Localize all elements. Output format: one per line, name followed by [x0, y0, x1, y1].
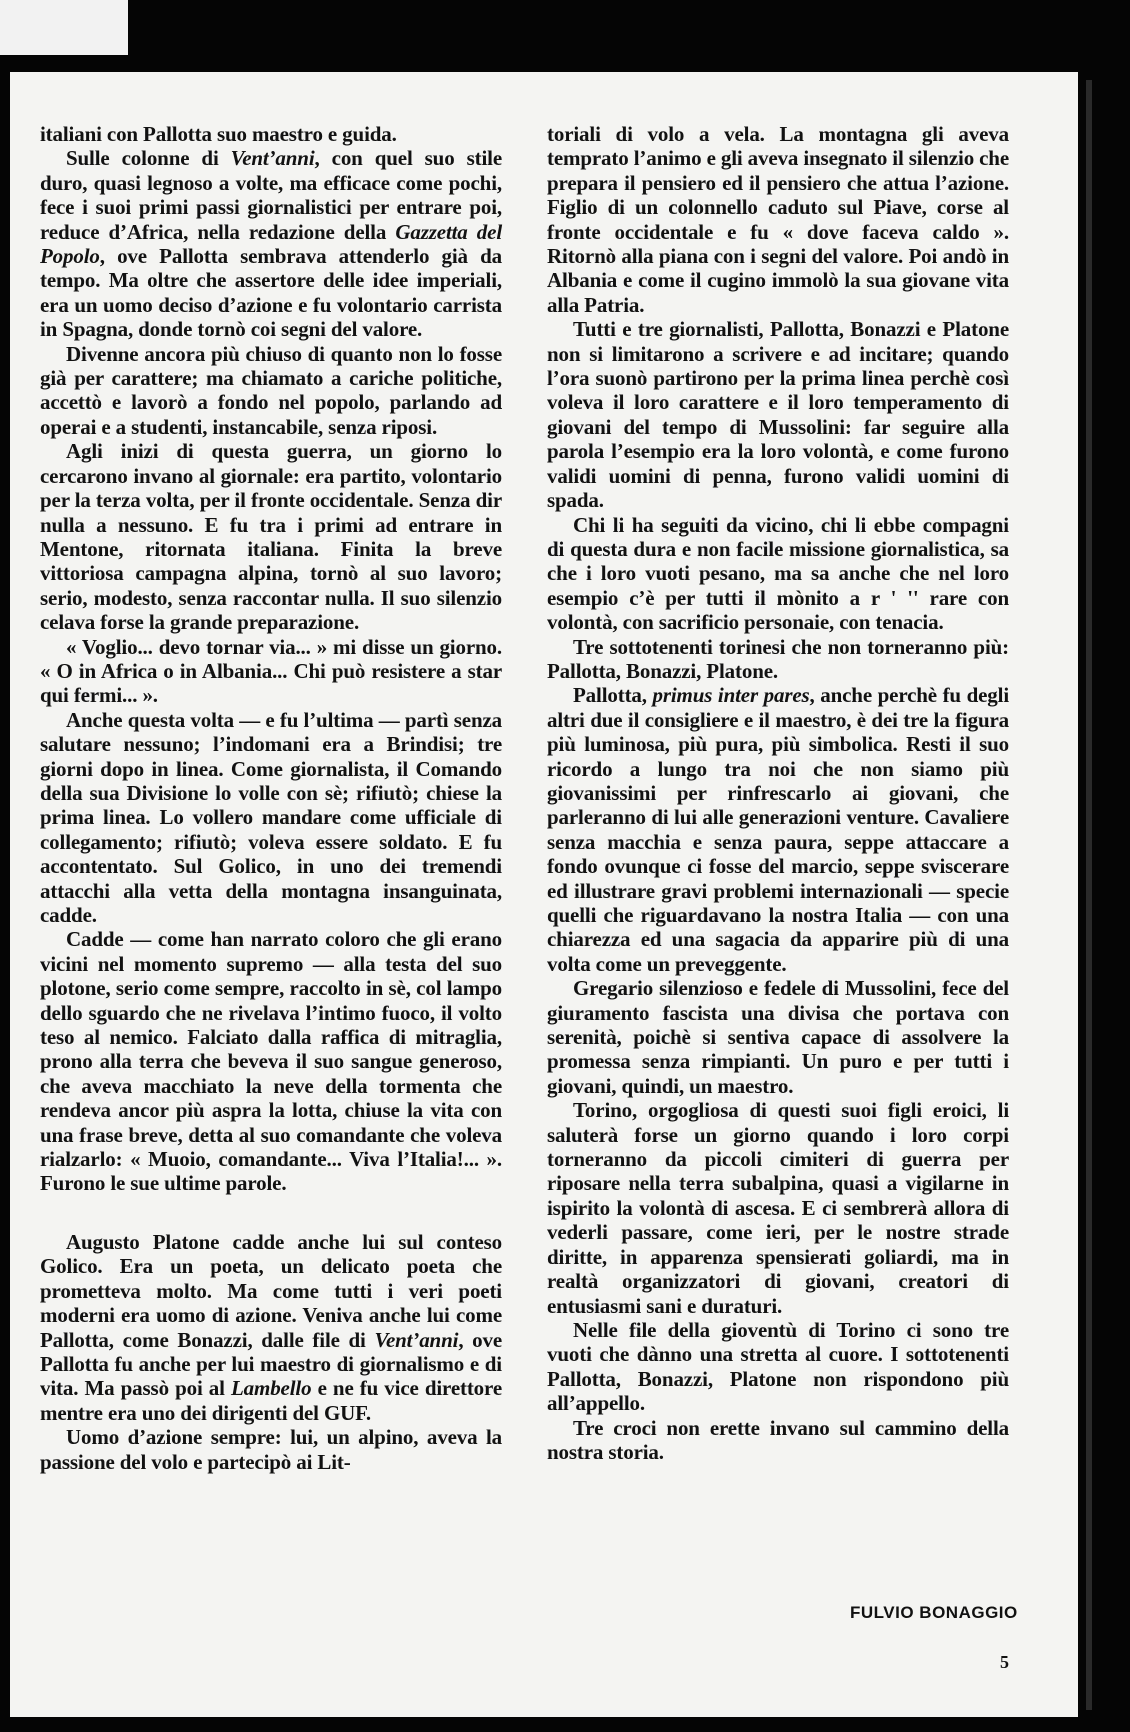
left-paragraph-4: Agli inizi di questa guerra, un giorno lo cercarono invano al giornale: era partito, volontario per la terza volta, per il fronte occidentale. Senza dir nulla a nessuno. E fu tra i primi ad entrare in Mentone, ritornata italiana. Finita la breve vittoriosa campagna alpina, tornò al suo lavoro; serio, modesto, senza raccontar nulla. Il suo silenzio celava forse la grande preparazione.	[40, 439, 502, 635]
right-paragraph-5: Pallotta, primus inter pares, anche perchè fu degli altri due il consigliere e il maestro, è dei tre la figura più luminosa, più pura, più simbolica. Resti il suo ricordo a lungo tra noi che non siamo più giovanissimi per rinfrescarlo ai giovani, che parleranno di lui alle generazioni venture. Cavaliere senza macchia e senza paura, seppe attaccare a fondo ovunque ci fosse del marcio, seppe sviscerare ed illustrare gravi problemi internazionali — specie quelli che riguardavano la nostra Italia — con una chiarezza ed una sagacia da apparire più di una volta come un preveggente.	[547, 683, 1009, 976]
right-text-column	[547, 122, 1009, 1464]
left-paragraph-9: Uomo d’azione sempre: lui, un alpino, aveva la passione del volo e partecipò ai Lit-	[40, 1425, 502, 1474]
left-paragraph-8: Augusto Platone cadde anche lui sul conteso Golico. Era un poeta, un delicato poeta che prometteva molto. Ma come tutti i veri poeti moderni era uomo di azione. Veniva anche lui come Pallotta, come Bonazzi, dalle file di Vent’anni, ove Pallotta fu anche per lui maestro di giornalismo e di vita. Ma passò poi al Lambello e ne fu vice direttore mentre era uno dei dirigenti del GUF.	[40, 1229, 502, 1425]
magazine-page	[10, 72, 1078, 1717]
left-text-column	[40, 122, 502, 1474]
latin-phrase: primus inter pares	[652, 683, 810, 708]
right-paragraph-6: Gregario silenzioso e fedele di Mussolini, fece del giuramento fascista una divisa che portava con serenità, poichè si sentiva capace di assolvere la promessa senza rimpianti. Un puro e per tutti i giovani, quindi, un maestro.	[547, 976, 1009, 1098]
page-number: 5	[1000, 1652, 1009, 1672]
author-signature: FULVIO BONAGGIO	[850, 1603, 1018, 1622]
page-edge-shadow	[1086, 80, 1092, 1710]
left-paragraph-1: italiani con Pallotta suo maestro e guida.	[40, 122, 397, 146]
publication-title: Lambello	[230, 1376, 312, 1401]
publication-title: Gazzetta del Popolo	[40, 219, 503, 269]
scan-margin-corner	[0, 0, 128, 55]
right-paragraph-2: Tutti e tre giornalisti, Pallotta, Bonazzi e Platone non si limitarono a scrivere e ad incitare; quando l’ora suonò partirono per la prima linea perchè così voleva il loro carattere e il loro temperamento di giovani del tempo di Mussolini: far seguire alla parola l’esempio era la loro volontà, e come furono validi uomini di penna, furono validi uomini di spada.	[547, 317, 1009, 513]
publication-title: Vent’anni	[374, 1327, 459, 1352]
right-paragraph-1: toriali di volo a vela. La montagna gli aveva temprato l’animo e gli aveva insegnato il silenzio che prepara il pensiero ed il pensiero che attua l’azione. Figlio di un colonnello caduto sul Piave, corse al fronte occidentale e fu « dove faceva caldo ». Ritornò alla piana con i segni del valore. Poi andò in Albania e come il cugino immolò la sua giovane vita alla Patria.	[547, 122, 1010, 317]
right-paragraph-9: Tre croci non erette invano sul cammino della nostra storia.	[547, 1415, 1009, 1464]
right-paragraph-8: Nelle file della gioventù di Torino ci sono tre vuoti che dànno una stretta al cuore. I sottotenenti Pallotta, Bonazzi, Platone non rispondono più all’appello.	[547, 1317, 1009, 1416]
left-paragraph-2: Sulle colonne di Vent’anni, con quel suo stile duro, quasi legnoso a volte, ma efficace come pochi, fece i suoi primi passi giornalistici per entrare poi, reduce d’Africa, nella redazione della Gazzetta del Popolo, ove Pallotta sembrava attenderlo già da tempo. Ma oltre che assertore delle idee imperiali, era un uomo deciso d’azione e fu volontario carrista in Spagna, donde tornò coi segni del valore.	[40, 146, 503, 342]
left-paragraph-3: Divenne ancora più chiuso di quanto non lo fosse già per carattere; ma chiamato a cariche politiche, accettò e lavorò a fondo nel popolo, parlando ad operai e a studenti, instancabile, senza riposi.	[40, 341, 502, 439]
left-paragraph-7: Cadde — come han narrato coloro che gli erano vicini nel momento supremo — alla testa del suo plotone, serio come sempre, raccolto in sè, col lampo dello sguardo che ne rivelava l’intimo fuoco, il volto teso al nemico. Falciato dalla raffica di mitraglia, prono alla terra che beveva il suo sangue generoso, che aveva macchiato la neve della tormenta che rendeva ancor più aspra la lotta, chiuse la vita con una frase breve, detta al suo comandante che voleva rialzarlo: « Muoio, comandante... Viva l’Italia!... ». Furono le sue ultime parole.	[40, 927, 502, 1196]
right-paragraph-7: Torino, orgogliosa di questi suoi figli eroici, li saluterà forse un giorno quando i loro corpi torneranno da piccoli cimiteri di guerra per riposare nella terra subalpina, quasi a vigilarne in ispirito la volontà di ascesa. E ci sembrerà allora di vederli passare, come ieri, per le nostre strade diritte, in apparenza spensierati goliardi, ma in realtà organizzatori di giovani, creatori di entusiasmi sani e duraturi.	[547, 1098, 1009, 1318]
publication-title: Vent’anni	[230, 146, 315, 171]
left-paragraph-6: Anche questa volta — e fu l’ultima — partì senza salutare nessuno; l’indomani era a Brindisi; tre giorni dopo in linea. Come giornalista, il Comando della sua Divisione lo volle con sè; rifiutò; chiese la prima linea. Lo vollero mandare come ufficiale di collegamento; rifiutò; voleva essere soldato. E fu accontentato. Sul Golico, in uno dei tremendi attacchi alla vetta della montagna insanguinata, cadde.	[40, 707, 502, 927]
right-paragraph-3: Chi li ha seguiti da vicino, chi li ebbe compagni di questa dura e non facile missione giornalistica, sa che i loro vuoti pesano, ma sa anche che nel loro esempio c’è per tutti il mònito a r ' '' rare con volontà, con sacrificio personaie, con tenacia.	[547, 512, 1009, 635]
right-paragraph-4: Tre sottotenenti torinesi che non torneranno più: Pallotta, Bonazzi, Platone.	[547, 634, 1009, 683]
left-paragraph-5: « Voglio... devo tornar via... » mi disse un giorno. « O in Africa o in Albania... Chi può resistere a star qui fermi... ».	[40, 634, 502, 708]
